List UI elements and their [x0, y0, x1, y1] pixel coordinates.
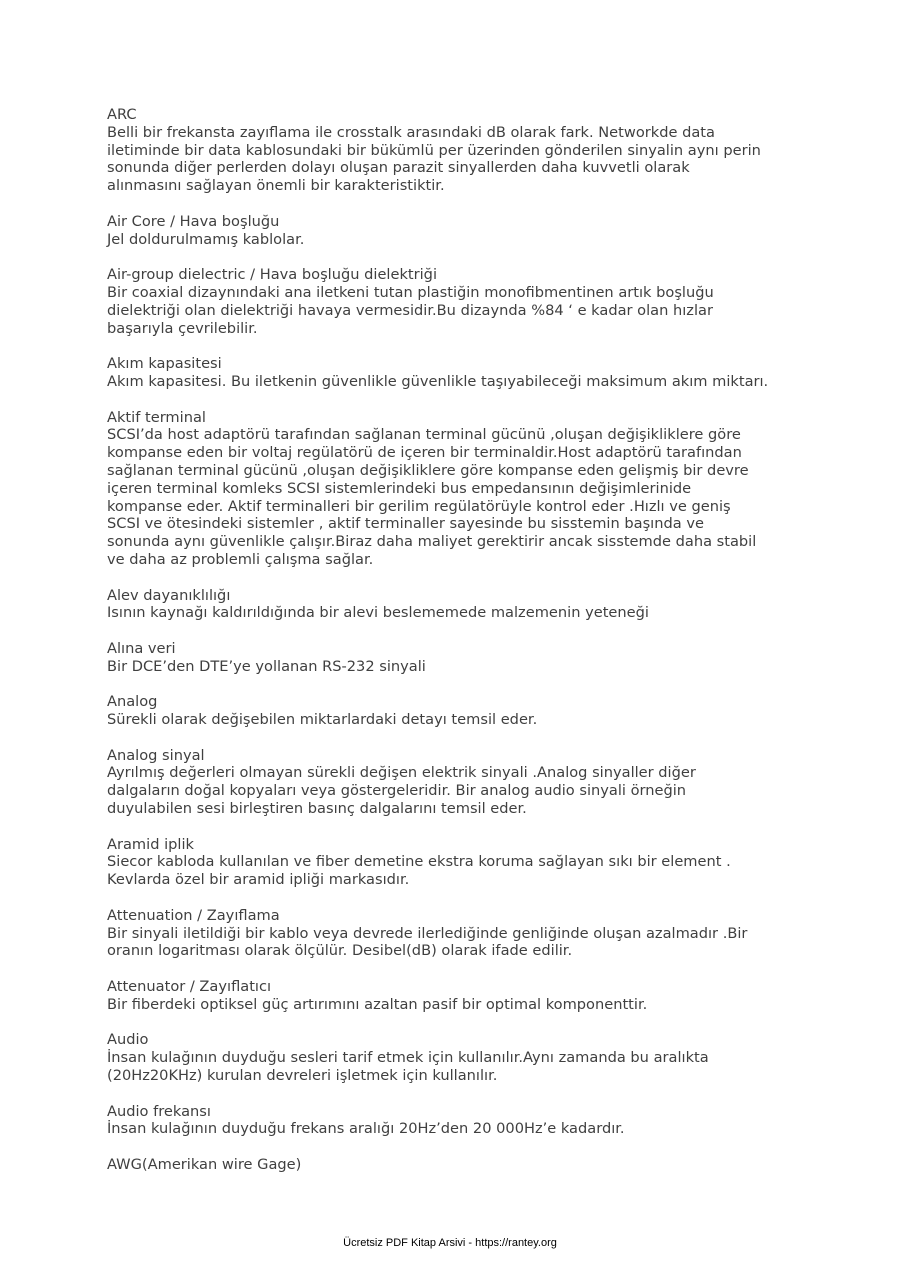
glossary-entry: [107, 1031, 827, 1084]
entry-definition: SCSI’da host adaptörü tarafından sağlanan terminal gücünü ,oluşan değişikliklere göre kompanse eden bir voltaj regülatörü de içeren bir terminaldir.Host adaptörü tarafından sağlanan terminal gücünü ,oluşan değişikliklere göre kompanse eden gelişmiş bir devre içeren terminal komleks SCSI sistemlerindeki bus empedansının değişimlerinide kompanse eder. Aktif terminalleri bir gerilim regülatörüyle kontrol eder .Hızlı ve geniş SCSI ve ötesindeki sistemler , aktif terminaller sayesinde bu sisstemin başında ve sonunda aynı güvenlikle çalışır.Biraz daha maliyet gerektirir ancak sisstemde daha stabil ve daha az problemli çalışma sağlar.: [107, 426, 757, 568]
entry-definition: Bir coaxial dizaynındaki ana iletkeni tutan plastiğin monofibmentinen artık boşluğu dielektriği olan dielektriği havaya vermesidir.Bu dizaynda %84 ‘ e kadar olan hızlar başarıyla çevrilebilir.: [107, 283, 714, 337]
entry-definition: Ayrılmış değerleri olmayan sürekli değişen elektrik sinyali .Analog sinyaller diğer dalgaların doğal kopyaları veya göstergeleridir. Bir analog audio sinyali örneğin duyulabilen sesi birleştiren basınç dalgalarını temsil eder.: [107, 764, 696, 818]
entry-definition: Isının kaynağı kaldırıldığında bir alevi beslememede malzemenin yeteneği: [107, 604, 649, 622]
glossary-entry: [107, 978, 827, 1014]
entry-definition: Akım kapasitesi. Bu iletkenin güvenlikle güvenlikle taşıyabileceği maksimum akım miktarı.: [107, 372, 769, 390]
entry-definition: İnsan kulağının duyduğu frekans aralığı 20Hz’den 20 000Hz’e kadardır.: [107, 1120, 625, 1138]
glossary-entry: [107, 640, 827, 676]
entry-term: Attenuation / Zayıflama: [107, 906, 280, 924]
entry-definition: Belli bir frekansta zayıflama ile crosstalk arasındaki dB olarak fark. Networkde data iletiminde bir data kablosundaki bir bükümlü per üzerinden gönderilen sinyalin aynı perin sonunda diğer perlerden dolayı oluşan parazit sinyallerden daha kuvvetli olarak alınmasını sağlayan önemli bir karakteristiktir.: [107, 123, 761, 195]
entry-definition: Bir DCE’den DTE’ye yollanan RS-232 sinyali: [107, 657, 426, 675]
glossary-entry: [107, 1103, 827, 1139]
entry-definition: İnsan kulağının duyduğu sesleri tarif etmek için kullanılır.Aynı zamanda bu aralıkta (20Hz20KHz) kurulan devreleri işletmek için kullanılır.: [107, 1049, 709, 1085]
entry-definition: Bir fiberdeki optiksel güç artırımını azaltan pasif bir optimal komponenttir.: [107, 995, 648, 1013]
entry-term: Air Core / Hava boşluğu: [107, 212, 280, 230]
entry-term: Attenuator / Zayıflatıcı: [107, 978, 272, 996]
glossary-entry: [107, 907, 827, 960]
entry-term: ARC: [107, 106, 137, 123]
entry-term: Aktif terminal: [107, 408, 206, 426]
glossary-entry: [107, 836, 827, 889]
entry-term: Aramid iplik: [107, 835, 194, 853]
entry-term: Audio: [107, 1031, 149, 1049]
entry-term: Analog sinyal: [107, 746, 205, 764]
entry-term: Air-group dielectric / Hava boşluğu dielektriği: [107, 266, 438, 284]
glossary-entry: [107, 266, 827, 337]
entry-definition: Bir sinyali iletildiği bir kablo veya devrede ilerlediğinde genliğinde oluşan azalmadır .Bir oranın logaritması olarak ölçülür. Desibel(dB) olarak ifade edilir.: [107, 924, 748, 960]
entry-definition: Siecor kabloda kullanılan ve fiber demetine ekstra koruma sağlayan sıkı bir element . Kevlarda özel bir aramid ipliği markasıdır.: [107, 853, 731, 889]
glossary-entry: [107, 747, 827, 818]
entry-term: Audio frekansı: [107, 1102, 211, 1120]
glossary-entry: [107, 106, 827, 195]
glossary-entry: [107, 355, 827, 391]
glossary-entry: [107, 213, 827, 249]
entry-term: Akım kapasitesi: [107, 355, 222, 373]
entry-definition: Sürekli olarak değişebilen miktarlardaki detayı temsil eder.: [107, 711, 538, 729]
entry-term: AWG(Amerikan wire Gage): [107, 1156, 302, 1174]
page-footer: Ücretsiz PDF Kitap Arsivi - https://rantey.org: [343, 1237, 557, 1249]
glossary-entry: [107, 693, 827, 729]
entry-definition: Jel doldurulmamış kablolar.: [107, 230, 305, 248]
glossary-entry: [107, 409, 827, 569]
glossary-content: [107, 106, 827, 1192]
entry-term: Analog: [107, 693, 158, 711]
entry-term: Alev dayanıklılığı: [107, 586, 231, 604]
entry-term: Alına veri: [107, 639, 176, 657]
glossary-entry: [107, 1156, 827, 1174]
glossary-entry: [107, 587, 827, 623]
